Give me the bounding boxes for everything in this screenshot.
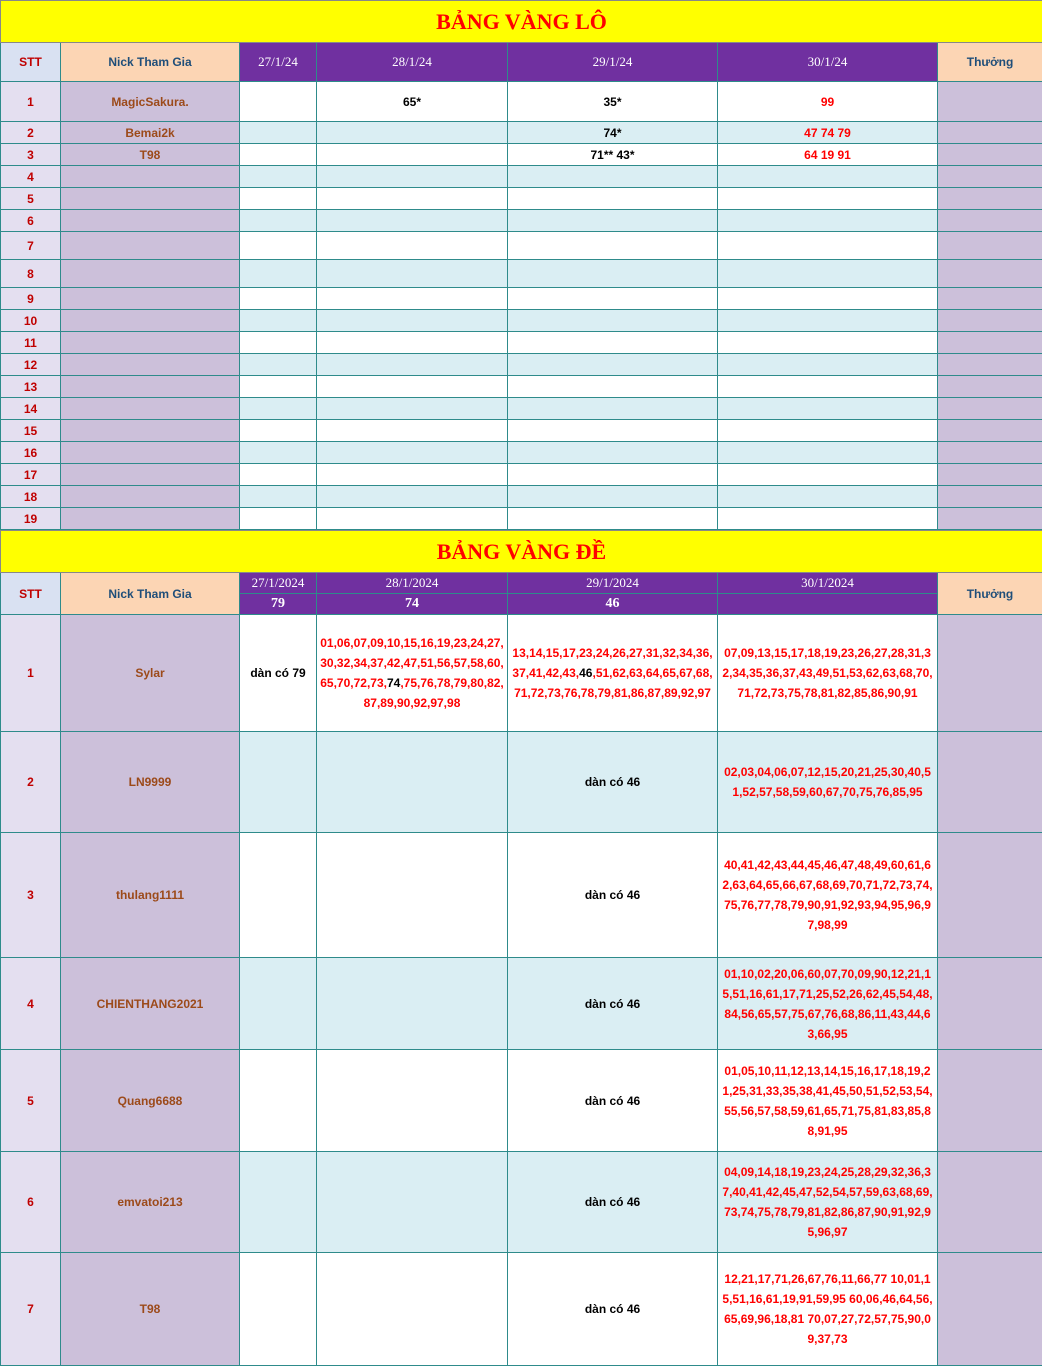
lo-row-date-4: 47 74 79 — [718, 122, 938, 144]
lo-row-date-1 — [240, 442, 317, 464]
lo-row — [1, 232, 1042, 260]
lo-row — [1, 188, 1042, 210]
de-row-date-2-hit: 74 — [386, 676, 401, 690]
lo-row-date-3 — [508, 376, 718, 398]
de-row-thuong — [938, 833, 1042, 958]
lo-row-date-4 — [718, 310, 938, 332]
de-title: BẢNG VÀNG ĐỀ — [1, 531, 1042, 573]
de-row-date-1 — [240, 833, 317, 958]
lo-row-date-2 — [317, 232, 508, 260]
lo-row — [1, 442, 1042, 464]
lo-row-date-3 — [508, 398, 718, 420]
de-header-thuong: Thưởng — [938, 573, 1042, 615]
lo-row-date-4 — [718, 486, 938, 508]
lo-row-nick — [61, 486, 240, 508]
lo-row-nick — [61, 288, 240, 310]
lo-row-date-4 — [718, 398, 938, 420]
lo-row-nick — [61, 210, 240, 232]
lo-row-thuong — [938, 188, 1042, 210]
de-table — [0, 530, 1042, 1366]
de-header-stt: STT — [1, 573, 61, 615]
lo-row-nick — [61, 232, 240, 260]
lo-row-stt: 5 — [1, 188, 61, 210]
lo-row-thuong — [938, 442, 1042, 464]
lo-row-thuong — [938, 210, 1042, 232]
lo-row-nick — [61, 442, 240, 464]
lo-row-date-2 — [317, 508, 508, 530]
de-row-date-1 — [240, 1152, 317, 1253]
lo-row-nick: MagicSakura. — [61, 82, 240, 122]
lo-row-date-3 — [508, 442, 718, 464]
de-row-date-2-post: ,75,76,78,79,80,82,87,89,90,92,97,98 — [363, 676, 504, 710]
lo-row-date-1 — [240, 354, 317, 376]
lo-row-nick — [61, 260, 240, 288]
lo-row-date-1 — [240, 508, 317, 530]
lo-row-date-4 — [718, 288, 938, 310]
lo-row — [1, 210, 1042, 232]
lo-row-date-1 — [240, 398, 317, 420]
lo-row-stt: 17 — [1, 464, 61, 486]
de-row-date-2 — [317, 615, 508, 732]
de-row-thuong — [938, 958, 1042, 1050]
lo-row-nick — [61, 420, 240, 442]
lo-table — [0, 0, 1042, 530]
lo-header-date-3: 29/1/24 — [508, 43, 718, 82]
lo-row-stt: 14 — [1, 398, 61, 420]
lo-row-date-4 — [718, 210, 938, 232]
de-result-3: 46 — [508, 594, 718, 615]
de-row-date-2 — [317, 1152, 508, 1253]
de-row-stt: 4 — [1, 958, 61, 1050]
de-row-date-3: dàn có 46 — [508, 732, 718, 833]
lo-row-date-1 — [240, 188, 317, 210]
de-row-date-4: 40,41,42,43,44,45,46,47,48,49,60,61,62,63,64,65,66,67,68,69,70,71,72,73,74,75,76,77,78,79,90,91,92,93,94,95,96,97,98,99 — [718, 833, 938, 958]
lo-header-date-2: 28/1/24 — [317, 43, 508, 82]
lo-row-date-2 — [317, 310, 508, 332]
lo-row-stt: 3 — [1, 144, 61, 166]
lo-row-stt: 12 — [1, 354, 61, 376]
lo-row-date-4: 64 19 91 — [718, 144, 938, 166]
de-result-1: 79 — [240, 594, 317, 615]
lo-row-nick — [61, 188, 240, 210]
de-row-stt: 2 — [1, 732, 61, 833]
lo-row-stt: 9 — [1, 288, 61, 310]
lo-row-date-1 — [240, 166, 317, 188]
lo-row-thuong — [938, 486, 1042, 508]
de-row-date-4: 04,09,14,18,19,23,24,25,28,29,32,36,37,40,41,42,45,47,52,54,57,59,63,68,69,73,74,75,78,79,81,82,86,87,90,91,92,95,96,97 — [718, 1152, 938, 1253]
lo-row-nick — [61, 310, 240, 332]
lo-row-date-3: 35* — [508, 82, 718, 122]
lo-row-date-3 — [508, 232, 718, 260]
lo-row — [1, 354, 1042, 376]
de-row-stt: 3 — [1, 833, 61, 958]
de-row-date-2-pre: 01,06,07,09,10,15,16,19,23,24,27,30,32,34,37,42,47,51,56,57,58,60,65,70,72,73, — [320, 636, 504, 690]
de-row-stt: 6 — [1, 1152, 61, 1253]
lo-row-date-4 — [718, 232, 938, 260]
de-row-date-3: dàn có 46 — [508, 833, 718, 958]
de-row-date-3: dàn có 46 — [508, 1050, 718, 1152]
de-row-date-1 — [240, 732, 317, 833]
lo-row-date-1 — [240, 210, 317, 232]
lo-row — [1, 508, 1042, 530]
lo-row-date-2 — [317, 464, 508, 486]
lo-row-thuong — [938, 82, 1042, 122]
lo-row — [1, 166, 1042, 188]
lo-row-nick — [61, 354, 240, 376]
lo-row-stt: 16 — [1, 442, 61, 464]
lo-row-stt: 11 — [1, 332, 61, 354]
lo-row-thuong — [938, 166, 1042, 188]
lo-row-date-1 — [240, 420, 317, 442]
de-row-date-1 — [240, 1050, 317, 1152]
lo-row-date-4 — [718, 260, 938, 288]
lo-row-date-2 — [317, 486, 508, 508]
de-row-thuong — [938, 1253, 1042, 1366]
de-row-date-4: 02,03,04,06,07,12,15,20,21,25,30,40,51,52,57,58,59,60,67,70,75,76,85,95 — [718, 732, 938, 833]
de-header-date-1: 27/1/2024 — [240, 573, 317, 594]
de-row-nick: LN9999 — [61, 732, 240, 833]
lo-row-date-1 — [240, 332, 317, 354]
lo-row-nick — [61, 508, 240, 530]
lo-row-thuong — [938, 144, 1042, 166]
lo-row-nick: T98 — [61, 144, 240, 166]
de-header-nick: Nick Tham Gia — [61, 573, 240, 615]
de-header-date-3: 29/1/2024 — [508, 573, 718, 594]
de-header-date-2: 28/1/2024 — [317, 573, 508, 594]
lo-row-nick: Bemai2k — [61, 122, 240, 144]
de-body — [1, 615, 1042, 1366]
lo-row-date-2 — [317, 332, 508, 354]
lo-row-stt: 4 — [1, 166, 61, 188]
lo-row-date-3 — [508, 464, 718, 486]
de-row-date-1 — [240, 1253, 317, 1366]
de-row — [1, 1152, 1042, 1253]
lo-row-stt: 6 — [1, 210, 61, 232]
lo-header-nick: Nick Tham Gia — [61, 43, 240, 82]
lo-row-date-3 — [508, 188, 718, 210]
lo-row-date-3: 71** 43* — [508, 144, 718, 166]
lo-row — [1, 122, 1042, 144]
lo-row-date-4 — [718, 420, 938, 442]
de-row-thuong — [938, 1152, 1042, 1253]
lo-row-date-1 — [240, 232, 317, 260]
de-result-2: 74 — [317, 594, 508, 615]
lo-row-date-4 — [718, 464, 938, 486]
de-row-stt: 5 — [1, 1050, 61, 1152]
lo-header-thuong: Thưởng — [938, 43, 1042, 82]
lo-row-nick — [61, 376, 240, 398]
lo-row-date-4 — [718, 166, 938, 188]
lo-row-stt: 13 — [1, 376, 61, 398]
de-row-date-3 — [508, 615, 718, 732]
lo-row-thuong — [938, 122, 1042, 144]
lo-row-thuong — [938, 420, 1042, 442]
lo-row-date-2 — [317, 288, 508, 310]
lo-row-thuong — [938, 288, 1042, 310]
lo-row-date-2 — [317, 420, 508, 442]
de-row-nick: emvatoi213 — [61, 1152, 240, 1253]
de-row — [1, 1253, 1042, 1366]
lo-row-date-2 — [317, 442, 508, 464]
lo-row — [1, 376, 1042, 398]
lo-row-stt: 7 — [1, 232, 61, 260]
lo-row-date-4 — [718, 442, 938, 464]
de-row-date-4: 12,21,17,71,26,67,76,11,66,77 10,01,15,51,16,61,19,91,59,95 60,06,46,64,56,65,69,96,18,81 70,07,27,72,57,75,90,09,37,73 — [718, 1253, 938, 1366]
de-row — [1, 732, 1042, 833]
lo-row-thuong — [938, 464, 1042, 486]
lo-row-date-4 — [718, 332, 938, 354]
lo-row-date-1 — [240, 376, 317, 398]
lo-row-stt: 19 — [1, 508, 61, 530]
lo-row-date-2 — [317, 398, 508, 420]
lo-row-thuong — [938, 508, 1042, 530]
lo-row-date-3 — [508, 420, 718, 442]
lo-row-date-3 — [508, 486, 718, 508]
de-row-date-4: 01,10,02,20,06,60,07,70,09,90,12,21,15,51,16,61,17,71,25,52,26,62,45,54,48,84,56,65,57,75,67,76,68,86,11,43,44,63,66,95 — [718, 958, 938, 1050]
lo-row-date-2 — [317, 354, 508, 376]
lo-row-date-3 — [508, 166, 718, 188]
lo-row — [1, 420, 1042, 442]
de-row-date-3: dàn có 46 — [508, 958, 718, 1050]
lo-row-date-2 — [317, 122, 508, 144]
de-row-date-2 — [317, 958, 508, 1050]
lo-row — [1, 464, 1042, 486]
de-row-date-2 — [317, 1253, 508, 1366]
de-row-thuong — [938, 732, 1042, 833]
de-row-date-3: dàn có 46 — [508, 1152, 718, 1253]
lo-row-date-1 — [240, 288, 317, 310]
de-row-stt: 7 — [1, 1253, 61, 1366]
de-row-nick: thulang1111 — [61, 833, 240, 958]
lo-row-stt: 1 — [1, 82, 61, 122]
de-row-date-2 — [317, 1050, 508, 1152]
lo-row-date-2 — [317, 210, 508, 232]
de-header-date-4: 30/1/2024 — [718, 573, 938, 594]
de-row-nick: Quang6688 — [61, 1050, 240, 1152]
de-row — [1, 615, 1042, 732]
lo-row-date-3 — [508, 310, 718, 332]
lo-row-thuong — [938, 332, 1042, 354]
lo-row-date-2 — [317, 166, 508, 188]
de-row-date-2 — [317, 833, 508, 958]
de-row-date-3-pre: 13,14,15,17,23,24,26,27,31,32,34,36,37,41,42,43, — [512, 646, 713, 680]
lo-row-thuong — [938, 398, 1042, 420]
lo-row-nick — [61, 464, 240, 486]
lo-title: BẢNG VÀNG LÔ — [1, 1, 1042, 43]
lo-row-nick — [61, 398, 240, 420]
lo-row-date-4 — [718, 376, 938, 398]
lo-row-date-2 — [317, 376, 508, 398]
lo-row-date-4: 99 — [718, 82, 938, 122]
lo-row-date-4 — [718, 508, 938, 530]
lo-row-date-3: 74* — [508, 122, 718, 144]
de-row-stt: 1 — [1, 615, 61, 732]
lo-header-stt: STT — [1, 43, 61, 82]
lo-row-date-1 — [240, 260, 317, 288]
lo-row-stt: 10 — [1, 310, 61, 332]
de-row-thuong — [938, 1050, 1042, 1152]
lo-row-stt: 15 — [1, 420, 61, 442]
lo-row-nick — [61, 332, 240, 354]
de-row-date-3: dàn có 46 — [508, 1253, 718, 1366]
lo-row — [1, 82, 1042, 122]
lo-row-date-4 — [718, 354, 938, 376]
lo-row — [1, 144, 1042, 166]
lo-row-date-3 — [508, 260, 718, 288]
lo-row-date-4 — [718, 188, 938, 210]
lo-row-date-1 — [240, 486, 317, 508]
lo-row-stt: 8 — [1, 260, 61, 288]
lo-row-nick — [61, 166, 240, 188]
lo-row — [1, 398, 1042, 420]
de-row-date-3-post: ,51,62,63,64,65,67,68,71,72,73,76,78,79,81,86,87,89,92,97 — [514, 666, 713, 700]
de-row-date-3-hit: 46 — [579, 666, 593, 680]
de-row-date-1: dàn có 79 — [240, 615, 317, 732]
lo-row-date-2 — [317, 144, 508, 166]
lo-row-thuong — [938, 232, 1042, 260]
lo-row-date-1 — [240, 144, 317, 166]
lo-row-thuong — [938, 310, 1042, 332]
lo-row-date-1 — [240, 82, 317, 122]
lo-body — [1, 82, 1042, 530]
lo-row-stt: 2 — [1, 122, 61, 144]
lo-row-date-1 — [240, 464, 317, 486]
de-row — [1, 1050, 1042, 1152]
lo-row-date-3 — [508, 354, 718, 376]
lo-row-thuong — [938, 354, 1042, 376]
de-row-thuong — [938, 615, 1042, 732]
lo-row — [1, 332, 1042, 354]
lo-row-date-3 — [508, 508, 718, 530]
de-row-nick: T98 — [61, 1253, 240, 1366]
lo-row-date-3 — [508, 210, 718, 232]
lo-row-date-1 — [240, 122, 317, 144]
de-row — [1, 958, 1042, 1050]
lo-row-date-2: 65* — [317, 82, 508, 122]
lo-row — [1, 310, 1042, 332]
lo-row-date-1 — [240, 310, 317, 332]
lo-row-thuong — [938, 260, 1042, 288]
lo-row-date-3 — [508, 332, 718, 354]
lo-header-date-1: 27/1/24 — [240, 43, 317, 82]
lo-row — [1, 260, 1042, 288]
lo-row-date-3 — [508, 288, 718, 310]
de-row-date-1 — [240, 958, 317, 1050]
de-row-date-4: 07,09,13,15,17,18,19,23,26,27,28,31,32,34,35,36,37,43,49,51,53,62,63,68,70,71,72,73,75,78,81,82,85,86,90,91 — [718, 615, 938, 732]
de-row-date-4: 01,05,10,11,12,13,14,15,16,17,18,19,21,25,31,33,35,38,41,45,50,51,52,53,54,55,56,57,58,59,61,65,71,75,81,83,85,88,91,95 — [718, 1050, 938, 1152]
de-row-date-2 — [317, 732, 508, 833]
de-row-nick: CHIENTHANG2021 — [61, 958, 240, 1050]
de-row — [1, 833, 1042, 958]
lo-row-stt: 18 — [1, 486, 61, 508]
lo-row-date-2 — [317, 260, 508, 288]
lo-row — [1, 486, 1042, 508]
de-result-4 — [718, 594, 938, 615]
de-row-nick: Sylar — [61, 615, 240, 732]
lo-header-date-4: 30/1/24 — [718, 43, 938, 82]
lo-row-thuong — [938, 376, 1042, 398]
lo-row-date-2 — [317, 188, 508, 210]
lo-row — [1, 288, 1042, 310]
